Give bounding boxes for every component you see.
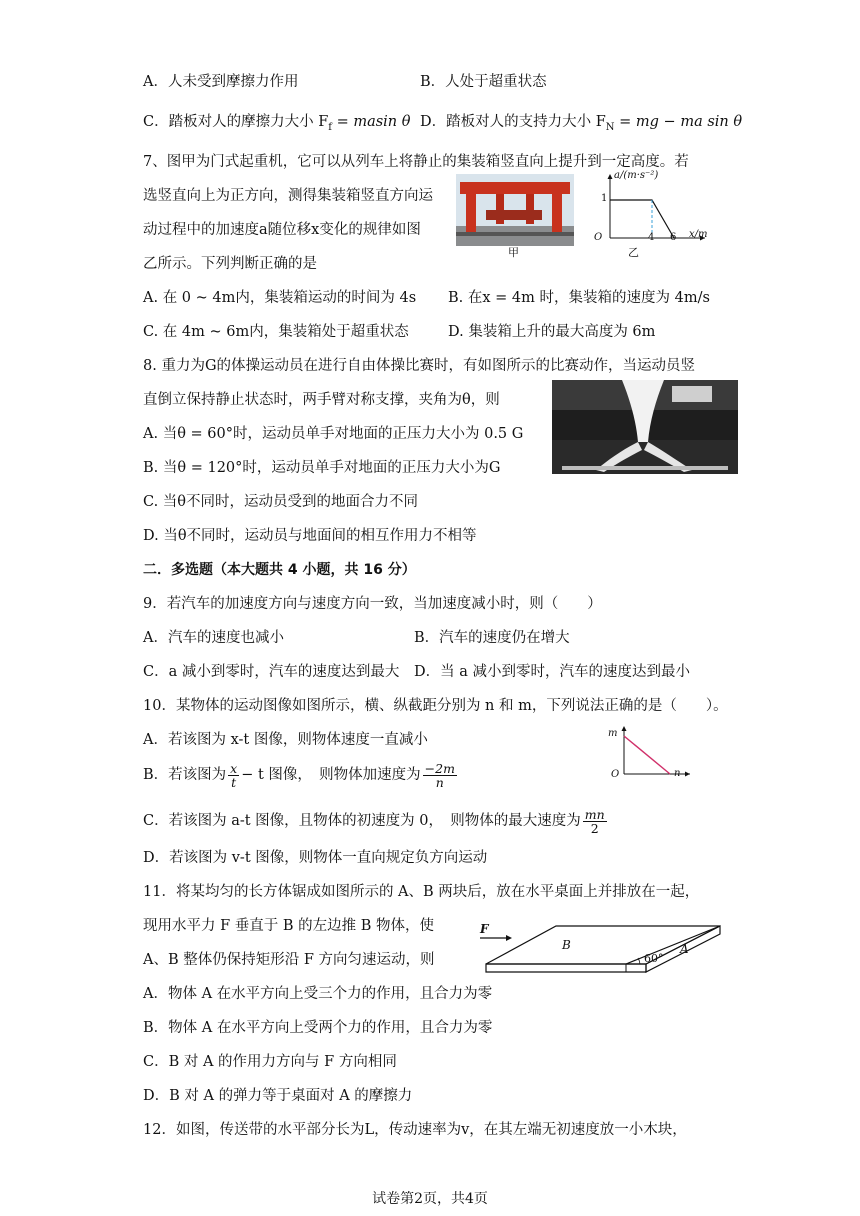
q7-option-b: B. 在x = 4m 时，集装箱的速度为 4m/s bbox=[448, 290, 710, 306]
crane-photo bbox=[456, 174, 574, 246]
q7-option-a: A. 在 0 ~ 4m内，集装箱运动的时间为 4s bbox=[143, 290, 417, 306]
q8-option-a: A. 当θ = 60°时，运动员单手对地面的正压力大小为 0.5 G bbox=[143, 426, 524, 442]
q7-line-2: 选竖直向上为正方向，测得集装箱竖直方向运 bbox=[143, 188, 433, 204]
q10-option-b-mid: − t 图像， 则物体加速度为 bbox=[241, 767, 421, 783]
q11-label-angle: 60° bbox=[644, 952, 664, 965]
ax-graph-ylabel: a/(m·s⁻²) bbox=[614, 170, 659, 181]
q9-option-d: D．当 a 减小到零时，汽车的速度达到最小 bbox=[414, 664, 690, 680]
ax-graph-xlabel: x/m bbox=[689, 229, 708, 240]
q7-line-1: 7、图甲为门式起重机，它可以从列车上将静止的集装箱竖直向上提升到一定高度。若 bbox=[143, 154, 689, 170]
q11-label-a: A bbox=[680, 942, 689, 956]
q10-frac-vmax-den: 2 bbox=[590, 820, 599, 836]
q6-option-d-sub: N bbox=[605, 121, 615, 133]
q6-option-d-tail: = mg − ma sin θ bbox=[614, 114, 743, 130]
ax-graph-tick-6: 6 bbox=[670, 232, 677, 243]
q8-option-b: B. 当θ = 120°时，运动员单手对地面的正压力大小为G bbox=[143, 460, 501, 476]
q11-option-a: A．物体 A 在水平方向上受三个力的作用，且合力为零 bbox=[143, 986, 493, 1002]
q6-option-c-text: C．踏板对人的摩擦力大小 F bbox=[143, 114, 329, 130]
q7-line-3: 动过程中的加速度a随位移x变化的规律如图 bbox=[143, 222, 421, 238]
q6-option-c-tail: = masin θ bbox=[331, 114, 411, 130]
q10-option-b-pre: B．若该图为 bbox=[143, 767, 227, 783]
q10-option-c-pre: C．若该图为 a-t 图像，且物体的初速度为 0， 则物体的最大速度为 bbox=[143, 813, 581, 829]
q11-line-2: 现用水平力 F 垂直于 B 的左边推 B 物体，使 bbox=[143, 918, 435, 934]
ax-graph-caption: 乙 bbox=[628, 246, 639, 259]
q10-frac-accel-num: −2m bbox=[424, 760, 455, 776]
q10-graph-m: m bbox=[608, 728, 618, 739]
q10-frac-vmax-num: mn bbox=[584, 806, 605, 822]
q10-option-d: D．若该图为 v-t 图像，则物体一直向规定负方向运动 bbox=[143, 850, 488, 866]
q9-line-1: 9．若汽车的加速度方向与速度方向一致，当加速度减小时，则（ ） bbox=[143, 596, 602, 612]
q10-option-c bbox=[143, 806, 609, 836]
q11-label-b: B bbox=[562, 938, 571, 952]
q6-option-b: B．人处于超重状态 bbox=[420, 74, 547, 90]
q11-option-c: C．B 对 A 的作用力方向与 F 方向相同 bbox=[143, 1054, 397, 1070]
ax-graph-tick-1: 1 bbox=[601, 193, 608, 204]
q9-option-c: C．a 减小到零时，汽车的速度达到最大 bbox=[143, 664, 400, 680]
q6-option-d-text: D．踏板对人的支持力大小 F bbox=[420, 114, 606, 130]
q7-option-d: D. 集装箱上升的最大高度为 6m bbox=[448, 324, 656, 340]
q10-frac-accel bbox=[423, 762, 457, 789]
q7-option-c: C. 在 4m ~ 6m内，集装箱处于超重状态 bbox=[143, 324, 409, 340]
ax-graph-origin: O bbox=[594, 232, 603, 243]
page-footer: 试卷第2页，共4页 bbox=[372, 1191, 488, 1207]
q10-line-1: 10．某物体的运动图像如图所示，横、纵截距分别为 n 和 m，下列说法正确的是（ ）。 bbox=[143, 698, 728, 714]
q11-line-3: A、B 整体仍保持矩形沿 F 方向匀速运动，则 bbox=[143, 952, 435, 968]
section-2-heading: 二．多选题（本大题共 4 小题，共 16 分） bbox=[143, 562, 416, 578]
q7-line-4: 乙所示。下列判断正确的是 bbox=[143, 256, 317, 272]
q11-option-b: B．物体 A 在水平方向上受两个力的作用，且合力为零 bbox=[143, 1020, 493, 1036]
q10-option-a: A．若该图为 x-t 图像，则物体速度一直减小 bbox=[143, 732, 428, 748]
ax-graph bbox=[590, 170, 710, 262]
ax-graph-tick-4: 4 bbox=[648, 232, 655, 243]
q11-label-f: F bbox=[480, 922, 489, 936]
q10-frac-x-over-t bbox=[228, 762, 239, 789]
q8-option-d: D. 当θ不同时，运动员与地面间的相互作用力不相等 bbox=[143, 528, 477, 544]
q10-frac-t: t bbox=[231, 774, 237, 790]
q8-line-1: 8. 重力为G的体操运动员在进行自由体操比赛时，有如图所示的比赛动作，当运动员竖 bbox=[143, 358, 696, 374]
crane-caption: 甲 bbox=[508, 246, 519, 259]
q10-option-b bbox=[143, 760, 459, 790]
q6-option-c bbox=[143, 112, 411, 138]
q11-line-1: 11．将某均匀的长方体锯成如图所示的 A、B 两块后，放在水平桌面上并排放在一起， bbox=[143, 884, 700, 900]
q10-frac-accel-den: n bbox=[435, 774, 444, 790]
q10-frac-x: x bbox=[230, 760, 238, 776]
q10-graph-n: n bbox=[674, 768, 681, 779]
q11-option-d: D．B 对 A 的弹力等于桌面对 A 的摩擦力 bbox=[143, 1088, 413, 1104]
q6-option-d bbox=[420, 112, 742, 138]
q6-option-a: A．人未受到摩擦力作用 bbox=[143, 74, 299, 90]
q8-option-c: C. 当θ不同时，运动员受到的地面合力不同 bbox=[143, 494, 419, 510]
q9-option-a: A．汽车的速度也减小 bbox=[143, 630, 284, 646]
q6-option-c-sub: f bbox=[328, 121, 332, 133]
gymnast-photo bbox=[552, 380, 738, 474]
q9-option-b: B．汽车的速度仍在增大 bbox=[414, 630, 570, 646]
q10-graph-origin: O bbox=[611, 769, 620, 780]
q10-frac-vmax bbox=[583, 808, 607, 835]
q8-line-2: 直倒立保持静止状态时，两手臂对称支撑，夹角为θ，则 bbox=[143, 392, 500, 408]
q12-line-1: 12．如图，传送带的水平部分长为L，传动速率为v，在其左端无初速度放一小木块， bbox=[143, 1122, 687, 1138]
